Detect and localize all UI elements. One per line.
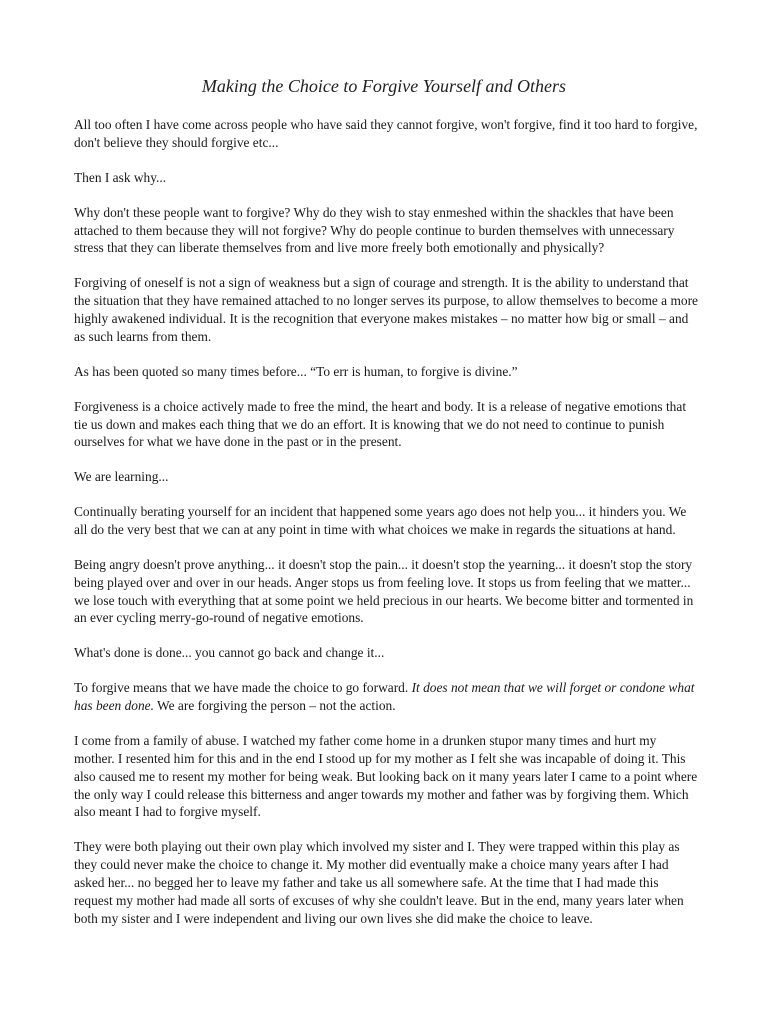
- paragraph-text: We are forgiving the person – not the action.: [153, 698, 396, 714]
- paragraph: As has been quoted so many times before... “To err is human, to forgive is divine.”: [74, 363, 518, 379]
- paragraph: I come from a family of abuse. I watched my father come home in a drunken stupor many times and hurt my mother. I resented him for this and in the end I stood up for my mother as I felt she was incapable of doing it. This also caused me to resent my mother for being weak. But looking back on it many years later I came to a point where the only way I could release this bitterness and anger towards my mother and father was by forgiving them. Which also meant I had to forgive myself.: [74, 733, 698, 820]
- paragraph: What's done is done... you cannot go back and change it...: [74, 645, 385, 661]
- paragraph: All too often I have come across people who have said they cannot forgive, won't forgive, find it too hard to forgive, don't believe they should forgive etc...: [74, 117, 698, 150]
- paragraph: Forgiving of oneself is not a sign of weakness but a sign of courage and strength. It is the ability to understand that the situation that they have remained attached to no longer serves its purpose, to allow themselves to become a more highly awakened individual. It is the recognition that everyone makes mistakes – no matter how big or small – and as such learns from them.: [74, 275, 698, 344]
- paragraph: Why don't these people want to forgive? Why do they wish to stay enmeshed within the shackles that have been attached to them because they will not forgive? Why do people continue to burden themselves with unnecessary stress that they can liberate themselves from and live more freely both emotionally and physically?: [74, 204, 675, 256]
- paragraph: They were both playing out their own play which involved my sister and I. They were trapped within this play as they could never make the choice to change it. My mother did eventually make a choice many years after I had asked her... no begged her to leave my father and take us all somewhere safe. At the time that I had made this request my mother had made all sorts of excuses of why she couldn't leave. But in the end, many years later when both my sister and I were independent and living our own lives she did make the choice to leave.: [74, 839, 684, 926]
- paragraph: Then I ask why...: [74, 169, 167, 185]
- paragraph-forgive-forward: [74, 679, 700, 715]
- document-title: Making the Choice to Forgive Yourself and Others: [201, 76, 567, 96]
- paragraph: Being angry doesn't prove anything... it doesn't stop the pain... it doesn't stop the yearning... it doesn't stop the story being played over and over in our heads. Anger stops us from feeling love. It stops us from feeling that we matter... we lose touch with everything that at some point we held precious in our hearts. We become bitter and tormented in an ever cycling merry-go-round of negative emotions.: [74, 557, 694, 626]
- document-body: [74, 116, 700, 945]
- paragraph-text: To forgive means that we have made the choice to go forward.: [74, 680, 412, 696]
- paragraph: We are learning...: [74, 469, 169, 485]
- paragraph: Continually berating yourself for an incident that happened some years ago does not help you... it hinders you. We all do the very best that we can at any point in time with what choices we make in regards the situations at hand.: [74, 504, 687, 538]
- emphasized-text: It does not mean that we will forget or condone what has been done.: [74, 680, 695, 714]
- paragraph: Forgiveness is a choice actively made to free the mind, the heart and body. It is a release of negative emotions that tie us down and makes each thing that we do an effort. It is knowing that we do not need to continue to punish ourselves for what we have done in the past or in the present.: [74, 398, 687, 450]
